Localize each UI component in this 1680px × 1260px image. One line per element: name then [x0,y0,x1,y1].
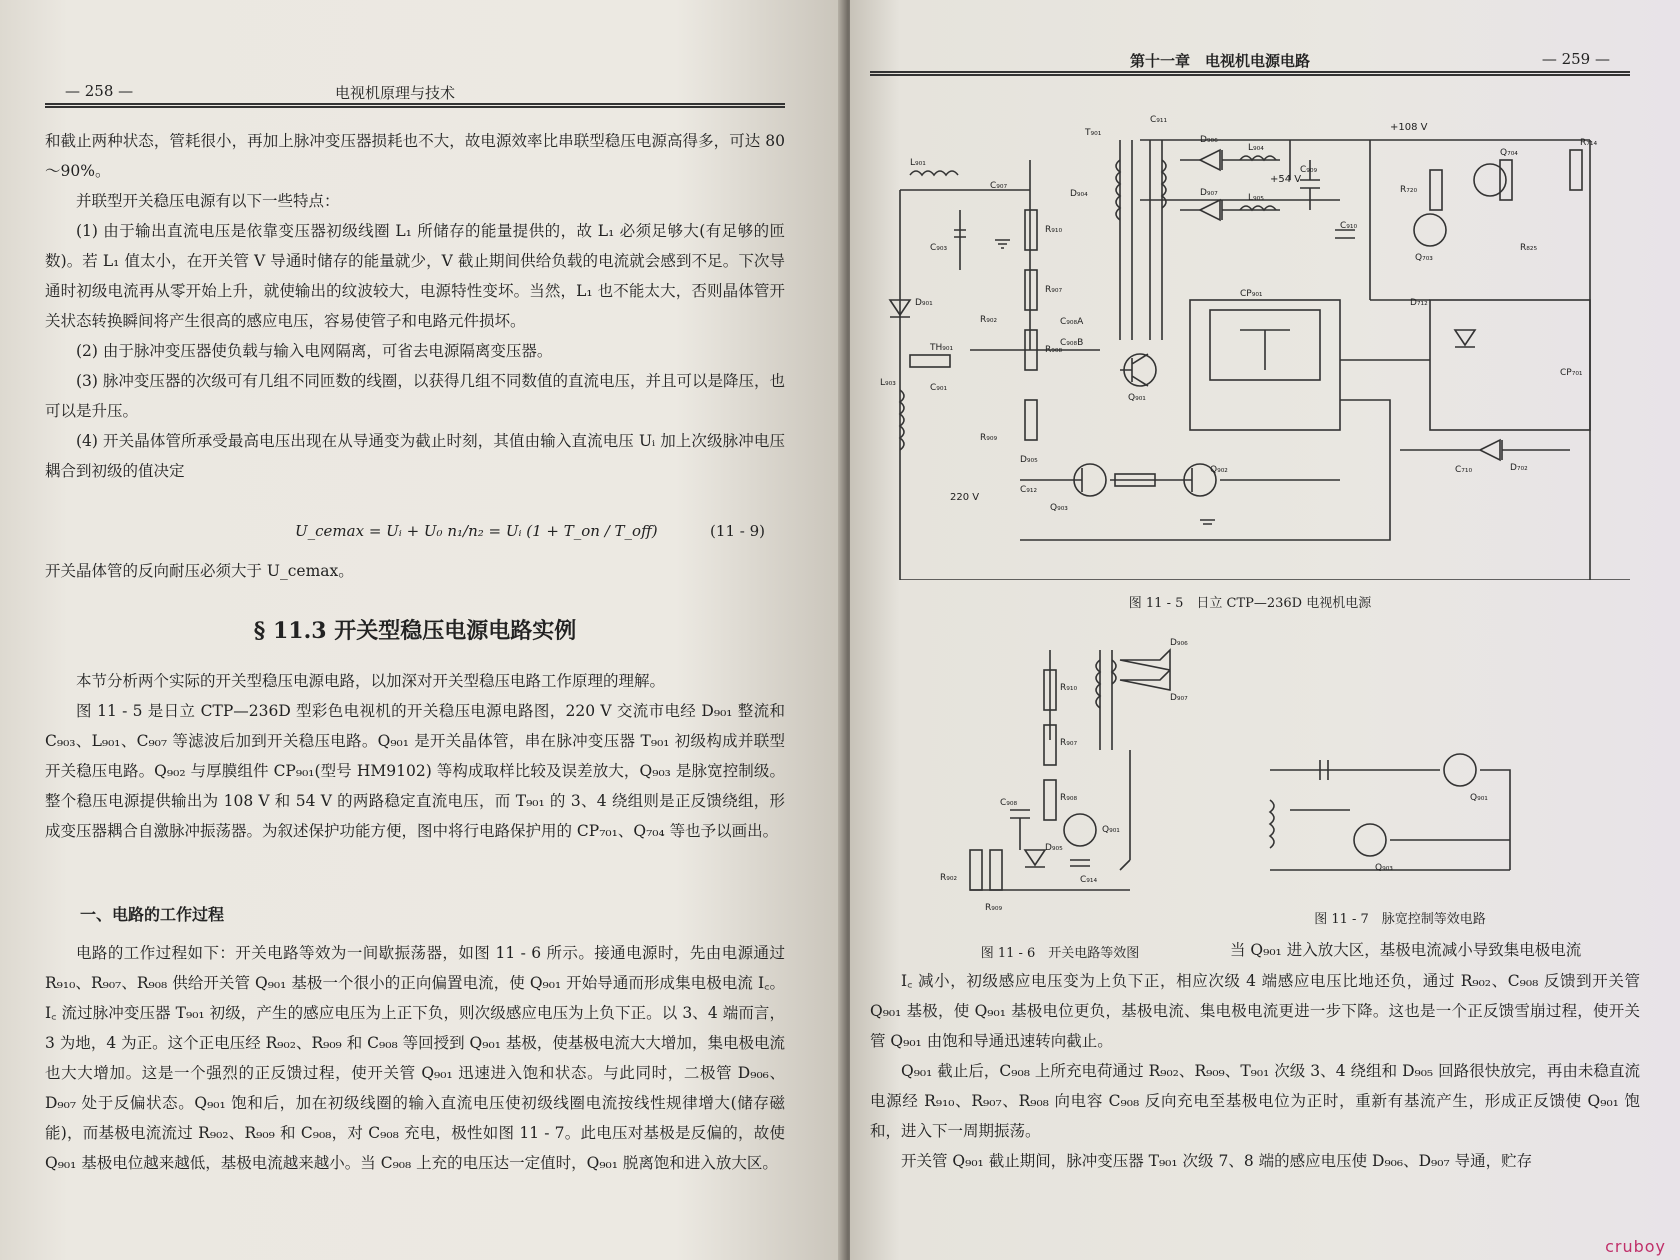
svg-text:Q₉₀₃: Q₉₀₃ [1375,863,1393,873]
svg-text:D₇₀₂: D₇₀₂ [1510,463,1528,473]
right-page-header [870,46,1630,76]
svg-text:R₇₂₀: R₇₂₀ [1400,185,1418,195]
svg-text:C₇₁₀: C₇₁₀ [1455,465,1473,475]
svg-text:D₉₀₆: D₉₀₆ [1200,135,1218,145]
left-running-title: 电视机原理与技术 [335,84,456,102]
svg-text:C₉₁₂: C₉₁₂ [1020,485,1038,495]
right-text-lead [1230,935,1640,965]
svg-text:C₉₀₃: C₉₀₃ [930,243,948,253]
chapter-title: 第十一章 电视机电源电路 [1130,52,1311,70]
paragraph: 开关管 Q₉₀₁ 截止期间，脉冲变压器 T₉₀₁ 次级 7、8 端的感应电压使 D₉₀₆、D₉₀₇ 导通，贮存 [901,1152,1533,1170]
svg-text:D₉₀₇: D₉₀₇ [1170,693,1188,703]
svg-text:Q₉₀₃: Q₉₀₃ [1050,503,1068,513]
svg-text:L₉₀₄: L₉₀₄ [1248,143,1264,153]
svg-text:R₉₁₀: R₉₁₀ [1060,683,1078,693]
svg-text:C₉₁₁: C₉₁₁ [1150,115,1168,125]
left-page-header [45,78,785,108]
paragraph: 和截止两种状态，管耗很小，再加上脉冲变压器损耗也不大，故电源效率比串联型稳压电源高得多，可达 80～90%。 [45,132,785,180]
paragraph: (1) 由于输出直流电压是依靠变压器初级线圈 L₁ 所储存的能量提供的，故 L₁ 必须足够大(有足够的匝数)。若 L₁ 值太小，在开关管 V 导通时储存的能量就少，V 截止期间供给负载的电流就会感到不足。下次导通时初级电流再从零开始上升，就使输出的纹波较大，电源特性变坏。当然，L₁ 也不能太大，否则晶体管开关状态转换瞬间将产生很高的感应电压，容易使管子和电路元件损坏。 [45,222,785,330]
svg-text:C₉₁₀: C₉₁₀ [1340,221,1358,231]
svg-text:D₉₀₇: D₉₀₇ [1200,188,1218,198]
right-page-number: — 259 — [1541,50,1610,68]
paragraph: I꜀ 减小，初级感应电压变为上负下正，相应次级 4 端感应电压比地还负，通过 R₉₀₂、C₉₀₈ 反馈到开关管 Q₉₀₁ 基极，使 Q₉₀₁ 基极电位更负，基极电流、集电极电流更进一步下降。这也是一个正反馈雪崩过程，使开关管 Q₉₀₁ 由饱和导通迅速转向截止。 [870,972,1640,1050]
svg-text:L₉₀₁: L₉₀₁ [910,158,926,168]
left-page-number: — 258 — [65,82,134,100]
svg-text:L₉₀₃: L₉₀₃ [880,378,896,388]
paragraph: (3) 脉冲变压器的次级可有几组不同匝数的线圈，以获得几组不同数值的直流电压，并且可以是降压，也可以是升压。 [45,372,785,420]
svg-text:D₉₀₅: D₉₀₅ [1045,843,1063,853]
right-page [850,0,1680,1260]
svg-text:R₉₀₈: R₉₀₈ [1060,793,1078,803]
svg-text:Q₉₀₂: Q₉₀₂ [1210,465,1228,475]
svg-text:C₉₀₈B: C₉₀₈B [1060,338,1084,348]
watermark: cruboy [1605,1237,1666,1256]
paragraph: 图 11 - 5 是日立 CTP—236D 型彩色电视机的开关稳压电源电路图，220 V 交流市电经 D₉₀₁ 整流和 C₉₀₃、L₉₀₁、C₉₀₇ 等滤波后加到开关稳压电路。Q₉₀₁ 是开关晶体管，串在脉冲变压器 T₉₀₁ 初级构成并联型开关稳压电路。Q₉₀₂ 与厚膜组件 CP₉₀₁(型号 HM9102) 等构成取样比较及误差放大，Q₉₀₃ 是脉宽控制级。整个稳压电源提供输出为 108 V 和 54 V 的两路稳定直流电压，而 T₉₀₁ 的 3、4 绕组则是正反馈绕组，形成变压器耦合自激脉冲振荡器。为叙述保护功能方便，图中将行电路保护用的 CP₇₀₁、Q₇₀₄ 等也予以画出。 [45,702,785,840]
svg-text:R₉₀₂: R₉₀₂ [980,315,998,325]
paragraph: 并联型开关稳压电源有以下一些特点： [76,192,340,210]
right-text [870,966,1640,1176]
svg-text:R₉₀₇: R₉₀₇ [1045,285,1063,295]
svg-text:R₉₀₈: R₉₀₈ [1045,345,1063,355]
svg-text:Q₉₀₁: Q₉₀₁ [1128,393,1146,403]
svg-text:R₉₀₂: R₉₀₂ [940,873,958,883]
paragraph: (2) 由于脉冲变压器使负载与输入电网隔离，可省去电源隔离变压器。 [76,342,553,360]
svg-text:L₉₀₅: L₉₀₅ [1248,193,1264,203]
svg-text:D₇₁₂: D₇₁₂ [1410,298,1428,308]
figure-11-7-caption: 图 11 - 7 脉宽控制等效电路 [1314,912,1486,927]
figure-11-5-caption: 图 11 - 5 日立 CTP—236D 电视机电源 [1128,596,1372,611]
paragraph: (4) 开关晶体管所承受最高电压出现在从导通变为截止时刻，其值由输入直流电压 Uᵢ 加上次级脉冲电压耦合到初级的值决定 [45,432,785,480]
svg-text:Q₉₀₁: Q₉₀₁ [1102,825,1120,835]
svg-text:R₉₀₉: R₉₀₉ [980,433,998,443]
svg-text:D₉₀₄: D₉₀₄ [1070,189,1088,199]
after-formula-text [45,556,785,586]
svg-text:Q₇₀₄: Q₇₀₄ [1500,148,1518,158]
svg-text:CP₇₀₁: CP₇₀₁ [1560,368,1583,378]
paragraph: 本节分析两个实际的开关型稳压电源电路，以加深对开关型稳压电路工作原理的理解。 [76,672,666,690]
left-text-bottom [45,938,785,1178]
paragraph: 开关晶体管的反向耐压必须大于 U_cemax。 [45,562,354,580]
svg-text:C₉₀₁: C₉₀₁ [930,383,948,393]
svg-text:C₉₁₄: C₉₁₄ [1080,875,1098,885]
svg-text:C₉₀₇: C₉₀₇ [990,181,1008,191]
svg-text:R₉₀₇: R₉₀₇ [1060,738,1078,748]
paragraph: 当 Q₉₀₁ 进入放大区，基极电流减小导致集电极电流 [1230,941,1582,959]
svg-text:Q₇₀₃: Q₇₀₃ [1415,253,1433,263]
svg-text:R₇₁₄: R₇₁₄ [1580,138,1598,148]
subsection-heading: 一、电路的工作过程 [80,905,225,924]
equation-11-9 [45,510,785,554]
svg-text:D₉₀₁: D₉₀₁ [915,298,933,308]
svg-text:C₉₀₉: C₉₀₉ [1300,165,1318,175]
svg-text:C₉₀₈A: C₉₀₈A [1060,317,1084,327]
svg-text:220 V: 220 V [950,492,980,503]
figure-11-6-schematic [930,620,1250,920]
equation-body: U_cemax = Uᵢ + U₀ n₁/n₂ = Uᵢ (1 + T_on / T_off) [295,522,658,540]
left-text-top [45,126,785,486]
figure-11-6-caption: 图 11 - 6 开关电路等效图 [980,946,1140,961]
svg-text:Q₉₀₁: Q₉₀₁ [1470,793,1488,803]
section-heading: § 11.3 开关型稳压电源电路实例 [253,618,577,644]
paragraph: 电路的工作过程如下：开关电路等效为一间歇振荡器，如图 11 - 6 所示。接通电源时，先由电源通过 R₉₁₀、R₉₀₇、R₉₀₈ 供给开关管 Q₉₀₁ 基极一个很小的正向偏置电流，使 Q₉₀₁ 开始导通而形成集电极电流 I꜀。I꜀ 流过脉冲变压器 T₉₀₁ 初级，产生的感应电压为上正下负，则次级感应电压为上负下正。以 3、4 端而言，3 为地，4 为正。这个正电压经 R₉₀₂、R₉₀₉ 和 C₉₀₈ 等回授到 Q₉₀₁ 基极，使基极电流大大增加，集电极电流也大大增加。这是一个强烈的正反馈过程，使开关管 Q₉₀₁ 迅速进入饱和状态。与此同时，二极管 D₉₀₆、D₉₀₇ 处于反偏状态。Q₉₀₁ 饱和后，加在初级线圈的输入直流电压使初级线圈电流按线性规律增大(储存磁能)，而基极电流流过 R₉₀₂、R₉₀₉ 和 C₉₀₈，对 C₉₀₈ 充电，极性如图 11 - 7。此电压对基极是反偏的，故使 Q₉₀₁ 基极电位越来越低，基极电流越来越小。当 C₉₀₈ 上充的电压达一定值时，Q₉₀₁ 脱离饱和进入放大区。 [45,944,785,1172]
paragraph: Q₉₀₁ 截止后，C₉₀₈ 上所充电荷通过 R₉₀₂、R₉₀₉、T₉₀₁ 次级 3、4 绕组和 D₉₀₅ 回路很快放完，再由未稳直流电源经 R₉₁₀、R₉₀₇、R₉₀₈ 向电容 C₉₀₈ 反向充电至基极电位为正时，重新有基流产生，形成正反馈使 Q₉₀₁ 饱和，进入下一周期振荡。 [870,1062,1640,1140]
svg-text:+108 V: +108 V [1390,122,1428,133]
svg-text:D₉₀₅: D₉₀₅ [1020,455,1038,465]
svg-text:CP₉₀₁: CP₉₀₁ [1240,289,1263,299]
svg-text:D₉₀₆: D₉₀₆ [1170,638,1188,648]
svg-text:T₉₀₁: T₉₀₁ [1085,128,1102,138]
svg-text:R₉₀₉: R₉₀₉ [985,903,1003,913]
svg-text:R₉₁₀: R₉₁₀ [1045,225,1063,235]
svg-text:+54 V: +54 V [1270,174,1302,185]
figure-11-7-schematic [1250,730,1550,900]
figure-11-5-schematic [870,100,1630,580]
equation-label: (11 - 9) [710,522,765,540]
left-text-mid [45,666,785,846]
svg-text:TH₉₀₁: TH₉₀₁ [930,343,954,353]
svg-text:C₉₀₈: C₉₀₈ [1000,798,1018,808]
svg-text:R₈₂₅: R₈₂₅ [1520,243,1538,253]
